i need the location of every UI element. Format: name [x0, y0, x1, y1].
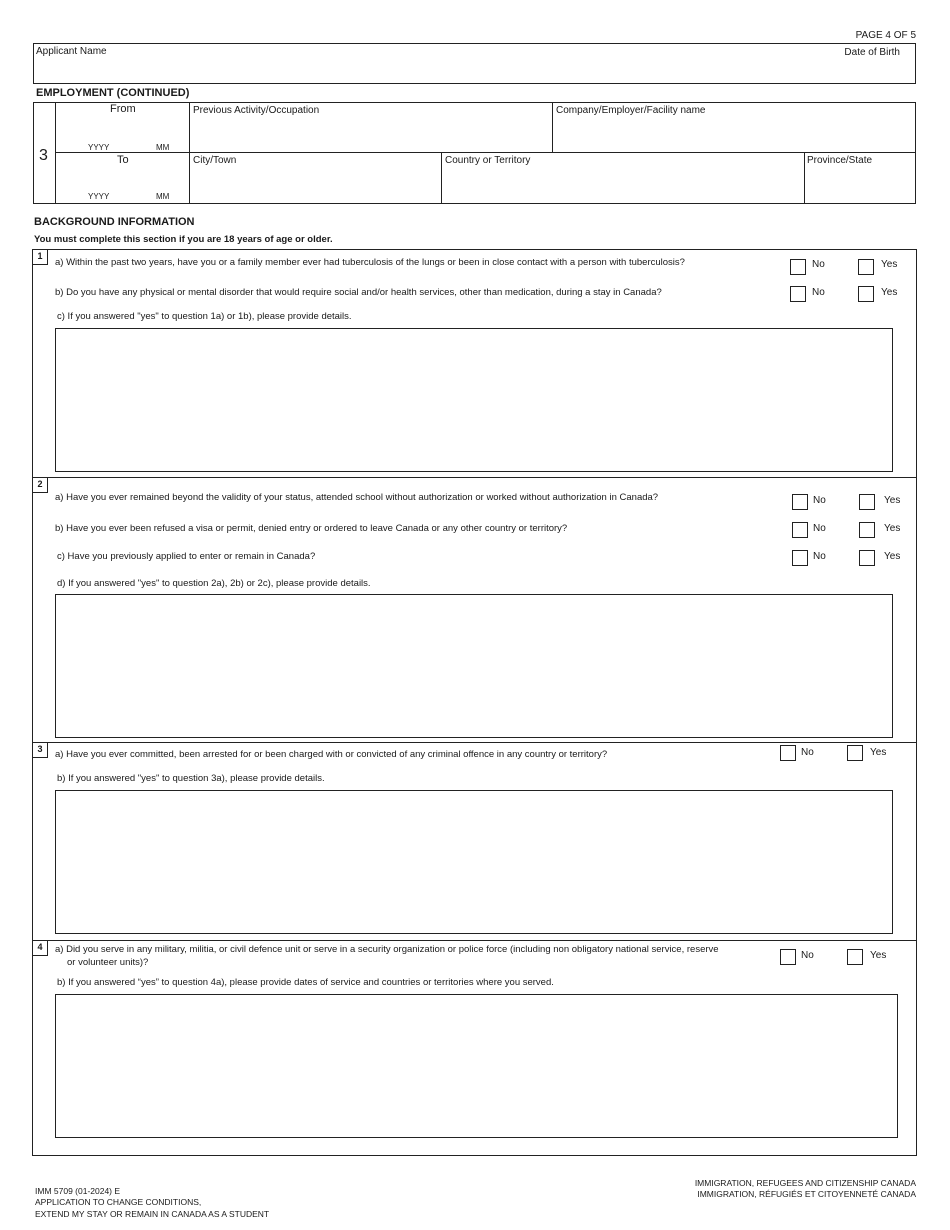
q3a-yes-label: Yes: [870, 747, 887, 758]
q3a-yes-checkbox[interactable]: [847, 745, 863, 761]
q2b-yes-label: Yes: [884, 523, 901, 534]
question-4b-text: b) If you answered “yes” to question 4a), please provide dates of service and countries or territories where you served.: [57, 977, 554, 988]
q2a-no-checkbox[interactable]: [792, 494, 808, 510]
from-mm-field[interactable]: MM: [156, 143, 170, 152]
q1b-no-checkbox[interactable]: [790, 286, 806, 302]
q1b-yes-label: Yes: [881, 287, 898, 298]
to-label: To: [117, 154, 129, 166]
question-2d-text: d) If you answered "yes" to question 2a), 2b) or 2c), please provide details.: [57, 578, 371, 589]
question-4a-text-line2: or volunteer units)?: [67, 957, 149, 968]
question-1a-text: a) Within the past two years, have you or a family member ever had tuberculosis of the lungs or been in close contact with a person with tuberculosis?: [55, 257, 685, 268]
q4a-yes-checkbox[interactable]: [847, 949, 863, 965]
q1a-yes-label: Yes: [881, 259, 898, 270]
question-4a-text-line1: a) Did you serve in any military, militia, or civil defence unit or serve in a security organization or police force (including non obligatory national service, reserve: [55, 944, 719, 955]
department-name-en: IMMIGRATION, REFUGEES AND CITIZENSHIP CANADA: [694, 1178, 916, 1188]
question-1c-text: c) If you answered "yes" to question 1a) or 1b), please provide details.: [57, 311, 352, 322]
q1a-no-label: No: [812, 259, 825, 270]
question-2b-text: b) Have you ever been refused a visa or permit, denied entry or ordered to leave Canada or any other country or territory?: [55, 523, 568, 534]
q2c-yes-label: Yes: [884, 551, 901, 562]
question-2a-text: a) Have you ever remained beyond the validity of your status, attended school without authorization or worked without authorization in Canada?: [55, 492, 659, 503]
q3a-no-checkbox[interactable]: [780, 745, 796, 761]
q2b-yes-checkbox[interactable]: [859, 522, 875, 538]
q1a-no-checkbox[interactable]: [790, 259, 806, 275]
city-field-label: City/Town: [193, 155, 237, 166]
q2a-yes-checkbox[interactable]: [859, 494, 875, 510]
q2c-yes-checkbox[interactable]: [859, 550, 875, 566]
q2c-no-checkbox[interactable]: [792, 550, 808, 566]
form-code: IMM 5709 (01-2024) E: [35, 1186, 121, 1196]
department-name-fr: IMMIGRATION, RÉFUGIÉS ET CITOYENNETÉ CANADA: [697, 1189, 916, 1199]
q2c-no-label: No: [813, 551, 826, 562]
background-section-title: BACKGROUND INFORMATION: [34, 216, 195, 228]
question-3b-text: b) If you answered "yes" to question 3a), please provide details.: [57, 773, 325, 784]
q4-details-textarea[interactable]: [55, 994, 898, 1138]
page-number: PAGE 4 OF 5: [855, 30, 916, 41]
question-2-number: 2: [33, 478, 48, 493]
q1b-no-label: No: [812, 287, 825, 298]
q1a-yes-checkbox[interactable]: [858, 259, 874, 275]
employment-table: [33, 102, 916, 204]
from-yyyy-field[interactable]: YYYY: [88, 143, 110, 152]
q1-details-textarea[interactable]: [55, 328, 893, 472]
q4a-yes-label: Yes: [870, 950, 887, 961]
question-2c-text: c) Have you previously applied to enter or remain in Canada?: [57, 551, 316, 562]
form-title-line1: APPLICATION TO CHANGE CONDITIONS,: [35, 1197, 202, 1207]
q1b-yes-checkbox[interactable]: [858, 286, 874, 302]
question-3a-text: a) Have you ever committed, been arrested for or been charged with or convicted of any criminal offence in any country or territory?: [55, 749, 608, 760]
date-of-birth-label: Date of Birth: [844, 47, 900, 58]
q4a-no-checkbox[interactable]: [780, 949, 796, 965]
applicant-name-field[interactable]: [33, 43, 916, 84]
employment-section-title: EMPLOYMENT (CONTINUED): [36, 87, 190, 99]
employment-row-number: 3: [39, 147, 48, 164]
to-mm-field[interactable]: MM: [156, 192, 170, 201]
to-yyyy-field[interactable]: YYYY: [88, 192, 110, 201]
q3-details-textarea[interactable]: [55, 790, 893, 934]
province-field-label: Province/State: [807, 155, 873, 166]
q3a-no-label: No: [801, 747, 814, 758]
form-title-line2: EXTEND MY STAY OR REMAIN IN CANADA AS A STUDENT: [35, 1209, 270, 1219]
q2b-no-checkbox[interactable]: [792, 522, 808, 538]
q2b-no-label: No: [813, 523, 826, 534]
q2a-yes-label: Yes: [884, 495, 901, 506]
question-1-number: 1: [33, 250, 48, 265]
background-section-subtitle: You must complete this section if you are 18 years of age or older.: [34, 234, 333, 245]
q2a-no-label: No: [813, 495, 826, 506]
company-field-label: Company/Employer/Facility name: [556, 105, 706, 116]
question-4-number: 4: [33, 941, 48, 956]
question-1b-text: b) Do you have any physical or mental disorder that would require social and/or health services, other than medication, during a stay in Canada?: [55, 287, 662, 298]
country-field-label: Country or Territory: [445, 155, 531, 166]
q2-details-textarea[interactable]: [55, 594, 893, 738]
occupation-field-label: Previous Activity/Occupation: [193, 105, 320, 116]
q4a-no-label: No: [801, 950, 814, 961]
from-label: From: [110, 103, 136, 115]
applicant-name-label: Applicant Name: [36, 46, 107, 57]
question-3-number: 3: [33, 743, 48, 758]
